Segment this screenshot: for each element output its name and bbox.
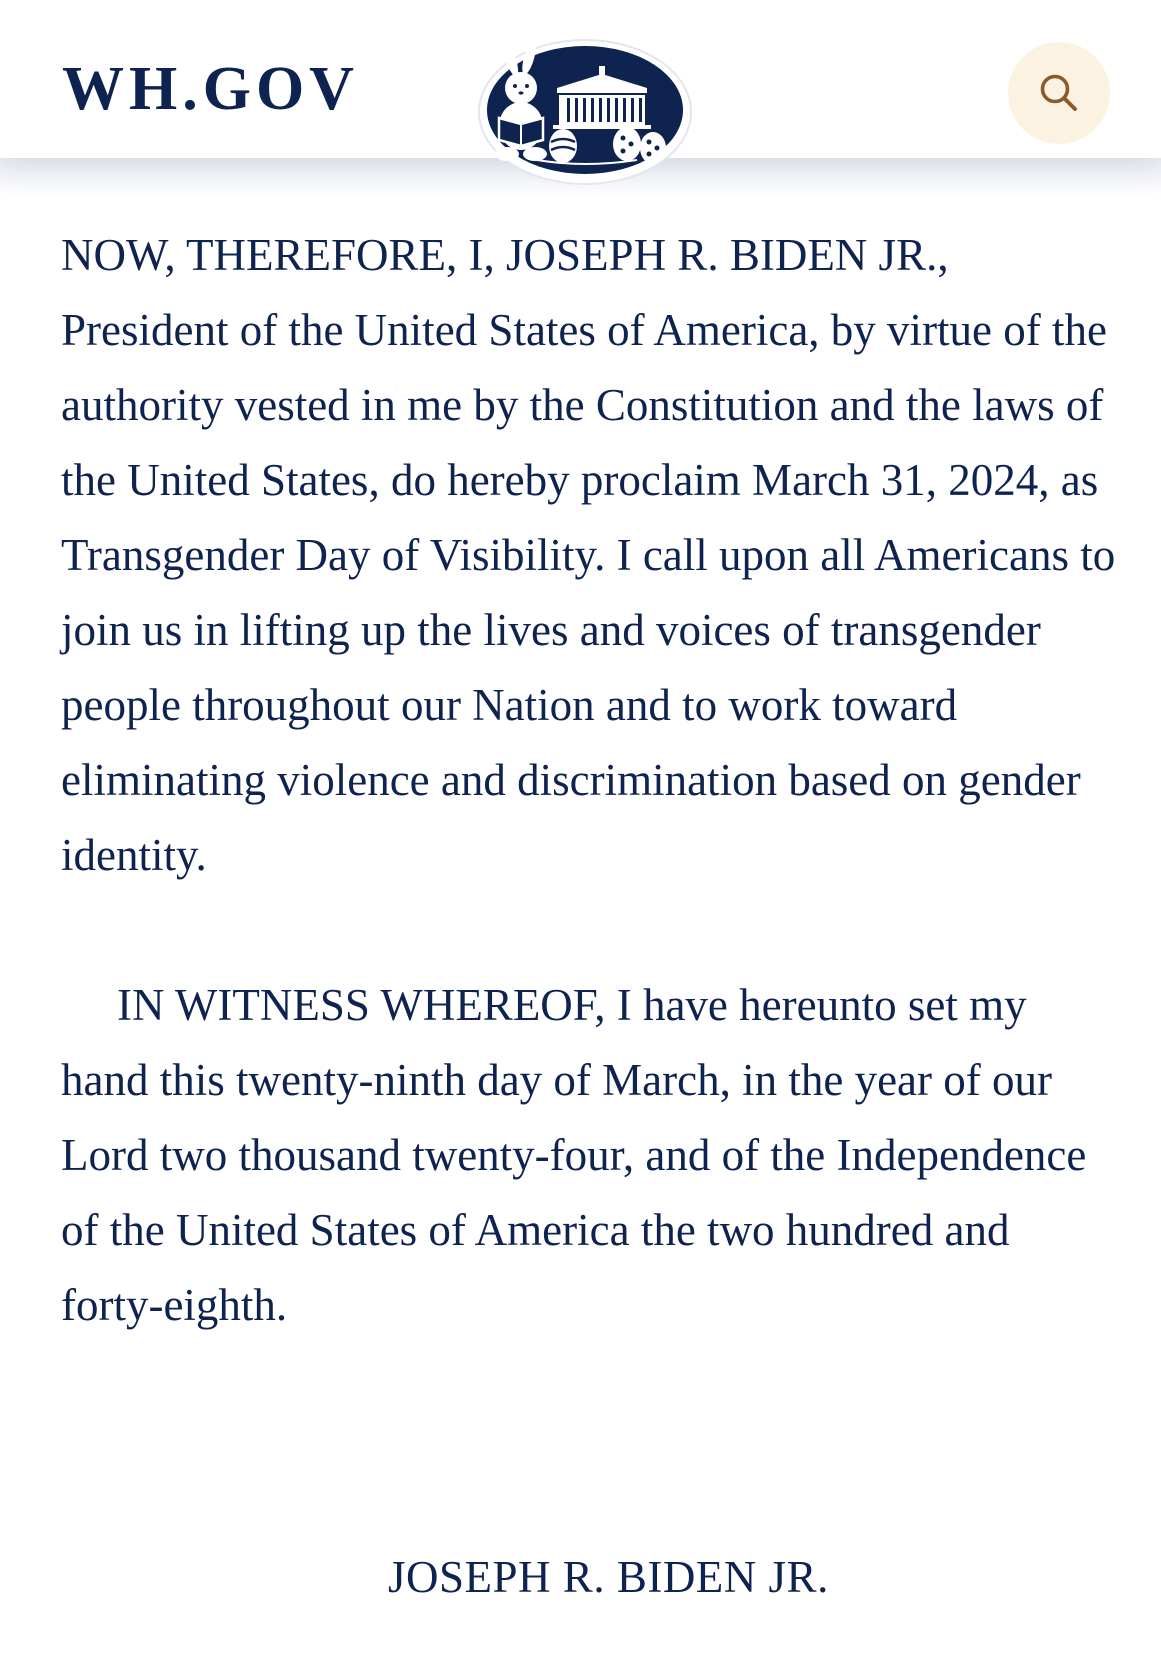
- search-icon: [1038, 72, 1080, 114]
- signature: JOSEPH R. BIDEN JR.: [388, 1552, 829, 1602]
- search-button[interactable]: [1008, 42, 1110, 144]
- site-title-link[interactable]: WH.GOV: [62, 55, 359, 123]
- witness-paragraph: IN WITNESS WHEREOF, I have hereunto set my hand this twenty-ninth day of March, in the year of our Lord two thousand twenty-four, and of the Independence of the United States of America the two hundred and forty-eighth.: [61, 980, 1087, 1330]
- proclamation-body: [61, 218, 1121, 1343]
- white-house-easter-seal-icon[interactable]: [477, 36, 693, 188]
- proclamation-paragraph: NOW, THEREFORE, I, JOSEPH R. BIDEN JR., President of the United States of America, by virtue of the authority vested in me by the Constitution and the laws of the United States, do hereby proclaim March 31, 2024, as Transgender Day of Visibility. I call upon all Americans to join us in lifting up the lives and voices of transgender people throughout our Nation and to work toward eliminating violence and discrimination based on gender identity.: [61, 230, 1116, 880]
